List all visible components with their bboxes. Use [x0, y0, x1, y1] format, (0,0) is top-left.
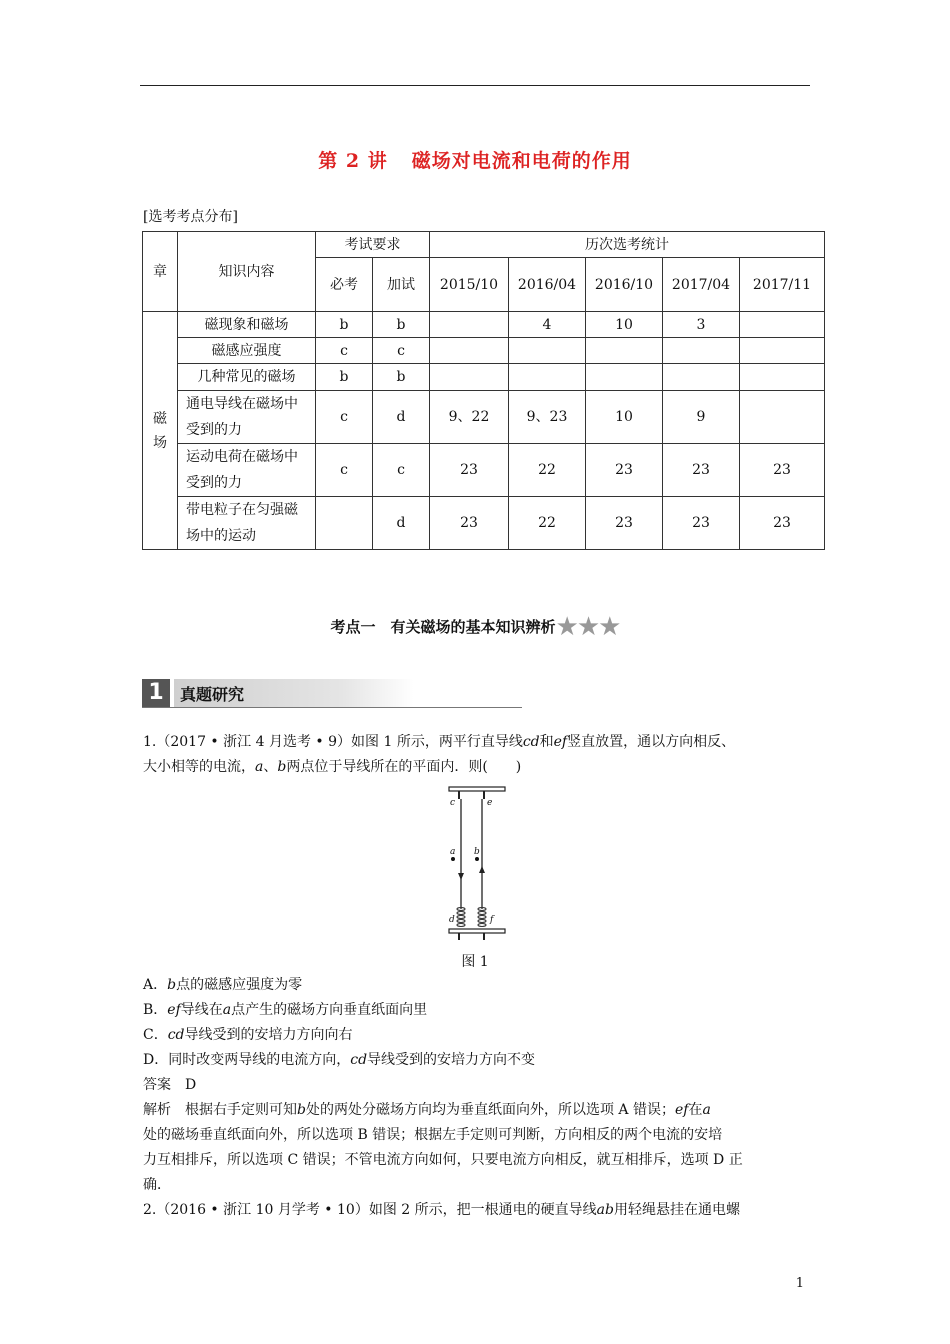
label-a: a [450, 847, 456, 857]
text: 导线受到的安培力方向向右 [184, 1027, 353, 1043]
section-label: [选考考点分布] [143, 209, 238, 225]
stat-cell: 9、23 [509, 391, 586, 444]
text: b [277, 759, 287, 775]
text: A． [143, 977, 168, 993]
stat-cell [663, 338, 740, 364]
content-cell: 通电导线在磁场中受到的力 [178, 391, 316, 444]
stat-cell [740, 338, 825, 364]
stat-cell: 3 [663, 312, 740, 338]
current-arrow-up [479, 866, 485, 873]
jiashi-cell: d [373, 497, 430, 550]
stat-cell: 23 [586, 444, 663, 497]
text: 解析 根据右手定则可知 [143, 1102, 297, 1118]
bottom-bar [449, 929, 505, 933]
text: 两点位于导线所在的平面内．则( ) [286, 759, 522, 775]
stat-cell [509, 364, 586, 391]
stat-cell: 23 [430, 497, 509, 550]
bikao-cell: c [316, 391, 373, 444]
text: 1.（2017 • 浙江 4 月选考 • 9）如图 1 所示，两平行直导线 [143, 734, 523, 750]
header-rule [140, 85, 810, 86]
header-year: 2015/10 [430, 258, 509, 312]
text: ef [167, 1002, 181, 1018]
lesson-number: 第 2 讲 [318, 150, 388, 172]
table-row [143, 444, 825, 497]
table-row [143, 364, 825, 391]
table-row [143, 312, 825, 338]
text: 导线在 [180, 1002, 223, 1018]
text: ef [553, 734, 568, 750]
q2-stem-line1 [143, 1199, 740, 1219]
text: 大小相等的电流， [143, 759, 255, 775]
content-cell: 带电粒子在匀强磁场中的运动 [178, 497, 316, 550]
exam-distribution-table [142, 231, 825, 550]
text: a [222, 1002, 232, 1018]
text: 2.（2016 • 浙江 10 月学考 • 10）如图 2 所示，把一根通电的硬直导线 [143, 1202, 597, 1218]
banner-rule [142, 707, 522, 708]
text: C． [143, 1027, 168, 1043]
stat-cell [430, 364, 509, 391]
spring-f [478, 908, 486, 927]
bikao-cell: c [316, 338, 373, 364]
text: cd [350, 1052, 368, 1068]
content-cell: 运动电荷在磁场中受到的力 [178, 444, 316, 497]
text: 竖直放置，通以方向相反、 [567, 734, 736, 750]
bikao-cell [316, 497, 373, 550]
q1-option-a [143, 974, 302, 994]
banner-number: 1 [142, 679, 170, 707]
bikao-cell: b [316, 312, 373, 338]
header-history-stats: 历次选考统计 [430, 232, 825, 258]
text: b [297, 1102, 306, 1118]
header-year: 2017/04 [663, 258, 740, 312]
q1-answer: 答案 D [143, 1077, 197, 1093]
jiashi-cell: b [373, 364, 430, 391]
q1-stem-line1 [143, 731, 735, 751]
header-exam-requirement: 考试要求 [316, 232, 430, 258]
jiashi-cell: c [373, 338, 430, 364]
q1-explanation-line1 [143, 1099, 711, 1119]
jiashi-cell: b [373, 312, 430, 338]
stat-cell [430, 338, 509, 364]
text: 导线受到的安培力方向不变 [367, 1052, 536, 1068]
stat-cell [586, 364, 663, 391]
stat-cell: 23 [430, 444, 509, 497]
kaodian-heading [0, 612, 950, 642]
lesson-title [0, 146, 950, 173]
text: 在 [688, 1102, 703, 1118]
text: 点的磁感应强度为零 [176, 977, 303, 993]
jiashi-cell: d [373, 391, 430, 444]
header-content: 知识内容 [178, 232, 316, 312]
difficulty-stars-icon: ★★★ [555, 612, 620, 642]
header-jiashi: 加试 [373, 258, 430, 312]
table-row [143, 497, 825, 550]
content-cell: 磁感应强度 [178, 338, 316, 364]
figure-1-caption: 图 1 [461, 954, 489, 970]
stat-cell: 23 [740, 497, 825, 550]
stat-cell: 23 [740, 444, 825, 497]
lesson-topic: 磁场对电流和电荷的作用 [411, 150, 632, 172]
bikao-cell: c [316, 444, 373, 497]
stat-cell [740, 312, 825, 338]
stat-cell [663, 364, 740, 391]
text: cd [522, 734, 540, 750]
header-year: 2016/10 [586, 258, 663, 312]
q1-explanation-line2: 处的磁场垂直纸面向外，所以选项 B 错误；根据左手定则可判断，方向相反的两个电流的安培 [143, 1127, 723, 1143]
kaodian-title: 考点一 有关磁场的基本知识辨析 [330, 618, 556, 636]
q1-explanation-line3: 力互相排斥，所以选项 C 错误；不管电流方向如何，只要电流方向相反，就互相排斥，选项 D 正 [143, 1152, 743, 1168]
text: 和 [539, 734, 554, 750]
figure-1-parallel-wires [444, 785, 510, 943]
text: 处的两处分磁场方向均为垂直纸面向外，所以选项 A 错误； [305, 1102, 675, 1118]
table-row [143, 338, 825, 364]
section-banner [142, 679, 522, 707]
jiashi-cell: c [373, 444, 430, 497]
spring-d [457, 908, 465, 927]
content-cell: 几种常见的磁场 [178, 364, 316, 391]
stat-cell [740, 364, 825, 391]
text: a [255, 759, 264, 775]
current-arrow-down [458, 873, 464, 880]
q1-stem-line2 [143, 756, 521, 776]
stat-cell [740, 391, 825, 444]
banner-label: 真题研究 [180, 685, 245, 704]
stat-cell [430, 312, 509, 338]
stat-cell: 23 [663, 497, 740, 550]
label-d: d [449, 915, 455, 925]
text: ab [596, 1202, 614, 1218]
top-bar [449, 787, 505, 791]
q1-explanation-line4: 确． [143, 1177, 171, 1193]
text: ef [674, 1102, 689, 1118]
stat-cell: 23 [663, 444, 740, 497]
text: a [702, 1102, 711, 1118]
stat-cell: 22 [509, 497, 586, 550]
text: 用轻绳悬挂在通电螺 [613, 1202, 740, 1218]
text: cd [167, 1027, 185, 1043]
q1-option-c [143, 1024, 353, 1044]
table-row [143, 391, 825, 444]
stat-cell: 9、22 [430, 391, 509, 444]
text: 点产生的磁场方向垂直纸面向里 [231, 1002, 428, 1018]
header-chapter: 章 [143, 232, 178, 312]
label-b: b [474, 847, 480, 857]
header-year: 2016/04 [509, 258, 586, 312]
point-b [475, 857, 479, 861]
text: b [167, 977, 177, 993]
header-year: 2017/11 [740, 258, 825, 312]
chapter-name: 磁场 [143, 312, 178, 550]
stat-cell [586, 338, 663, 364]
stat-cell [509, 338, 586, 364]
page-number-text: 1 [795, 1276, 804, 1291]
bikao-cell: b [316, 364, 373, 391]
stat-cell: 22 [509, 444, 586, 497]
text: B． [143, 1002, 168, 1018]
content-cell: 磁现象和磁场 [178, 312, 316, 338]
text: D．同时改变两导线的电流方向， [143, 1052, 351, 1068]
point-a [451, 857, 455, 861]
stat-cell: 23 [586, 497, 663, 550]
q1-option-d [143, 1049, 535, 1069]
label-c: c [450, 798, 456, 808]
label-f: f [490, 915, 494, 925]
header-bikao: 必考 [316, 258, 373, 312]
label-e: e [487, 798, 493, 808]
text: 、 [263, 759, 278, 775]
stat-cell: 10 [586, 391, 663, 444]
stat-cell: 10 [586, 312, 663, 338]
q1-option-b [143, 999, 427, 1019]
stat-cell: 4 [509, 312, 586, 338]
stat-cell: 9 [663, 391, 740, 444]
